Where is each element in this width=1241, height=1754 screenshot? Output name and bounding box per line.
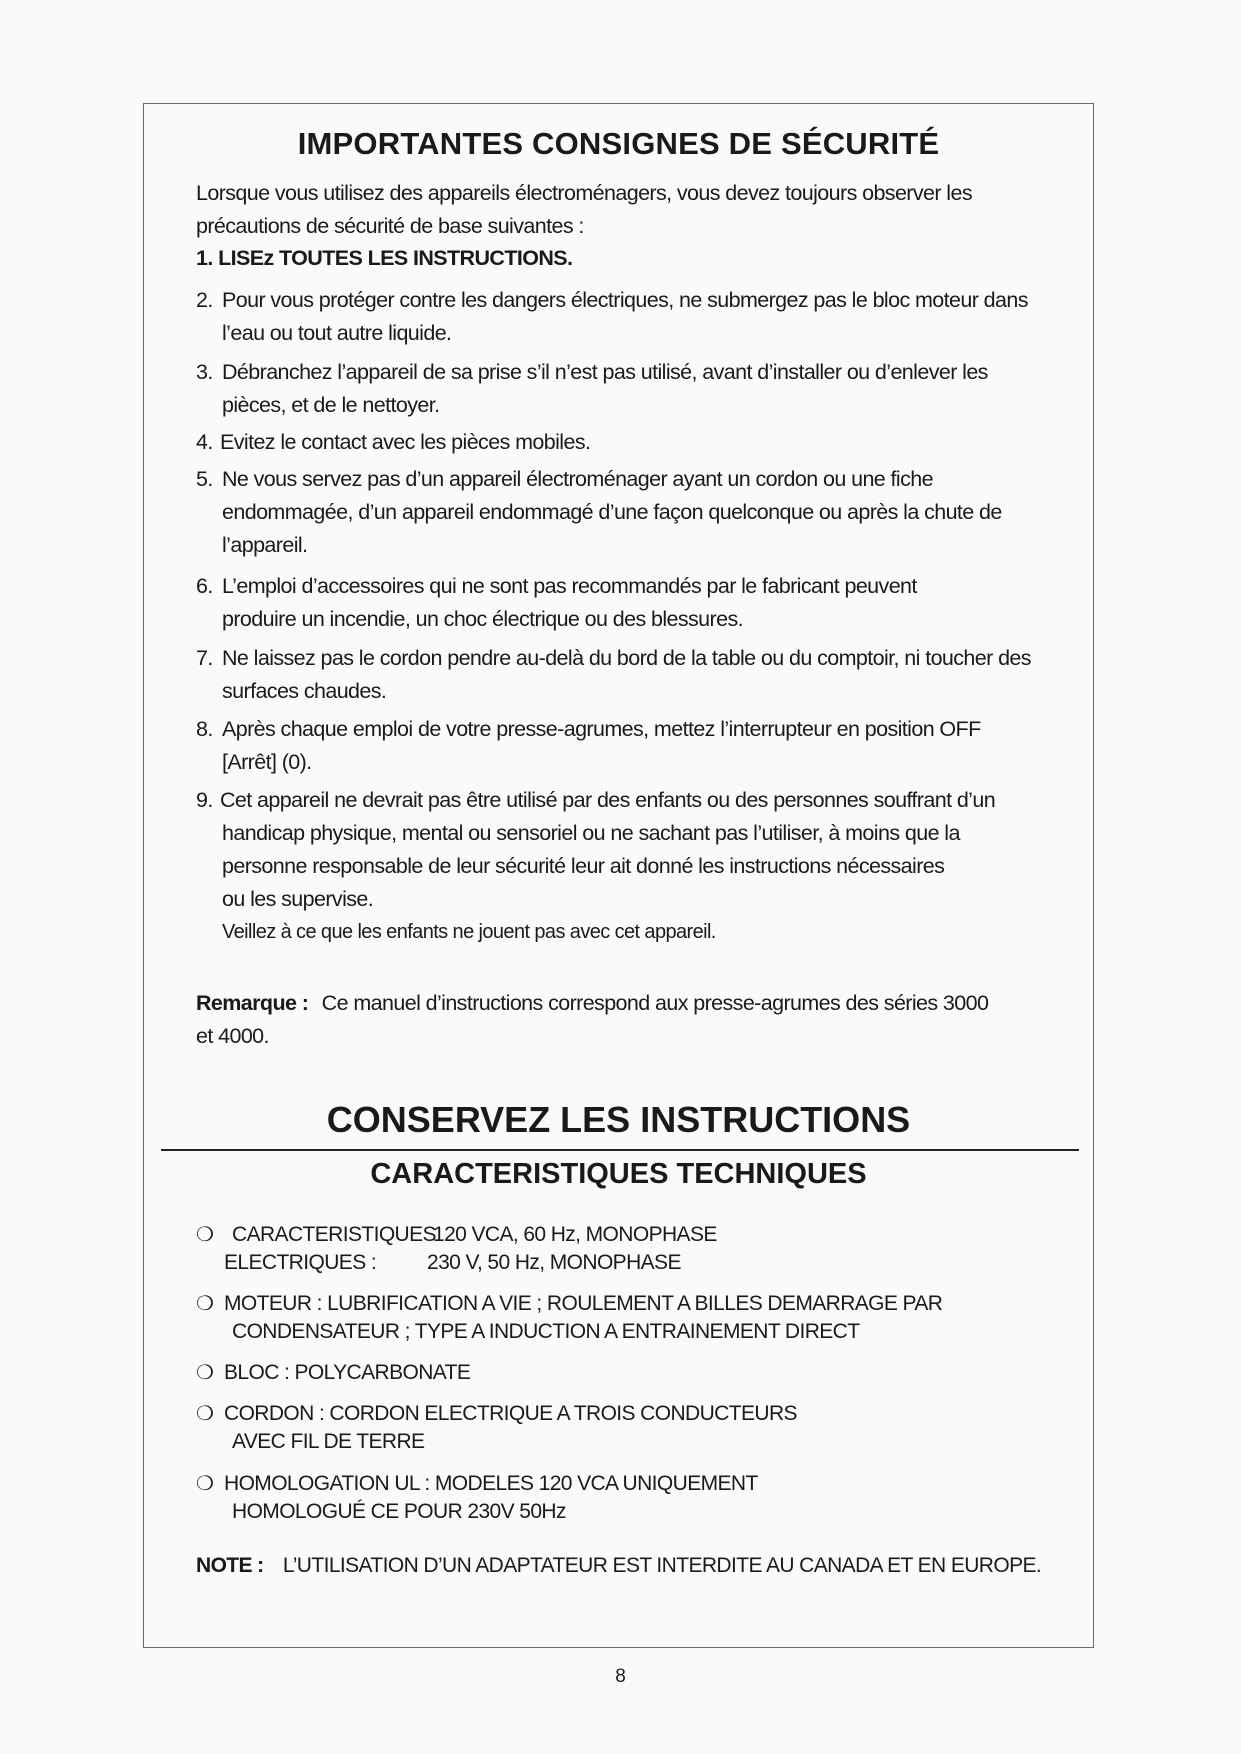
item-line: Après chaque emploi de votre presse-agrumes, mettez l’interrupteur en position OFF: [222, 717, 981, 741]
save-instructions-title: CONSERVEZ LES INSTRUCTIONS: [326, 1099, 911, 1140]
specs-title: CARACTERISTIQUES TECHNIQUES: [370, 1158, 867, 1190]
spec-line: BLOC : POLYCARBONATE: [224, 1361, 471, 1384]
safety-item-1: [196, 242, 1093, 275]
safety-item-9: [196, 784, 1093, 948]
safety-title: IMPORTANTES CONSIGNES DE SÉCURITÉ: [297, 126, 940, 161]
spec-line: CORDON : CORDON ELECTRIQUE A TROIS CONDUCTEURS: [224, 1402, 797, 1425]
safety-item-8: [196, 713, 1093, 779]
spec-line: MOTEUR : LUBRIFICATION A VIE ; ROULEMENT A BILLES DEMARRAGE PAR: [224, 1292, 943, 1315]
spec-electrical: [196, 1221, 1093, 1277]
item-text: LISEz TOUTES LES INSTRUCTIONS.: [218, 246, 573, 270]
item-line: L’emploi d’accessoires qui ne sont pas recommandés par le fabricant peuvent: [222, 574, 917, 598]
circle-bullet-icon: ❍: [196, 1473, 214, 1495]
item-number: 2.: [196, 288, 213, 312]
circle-bullet-icon: ❍: [196, 1403, 214, 1425]
note-text: L’UTILISATION D’UN ADAPTATEUR EST INTERDITE AU CANADA ET EN EUROPE.: [282, 1554, 1042, 1577]
page-number: 8: [615, 1666, 626, 1687]
safety-item-5: [196, 463, 1093, 562]
divider: [161, 1149, 1079, 1151]
spec-homologation: [196, 1470, 1093, 1526]
item-line: Cet appareil ne devrait pas être utilisé par des enfants ou des personnes souffrant d’un: [220, 788, 996, 812]
note: [196, 1554, 1041, 1578]
note-label: NOTE :: [196, 1554, 264, 1577]
item-line: surfaces chaudes.: [222, 679, 387, 703]
item-number: 4.: [196, 430, 213, 454]
item-line: l’appareil.: [222, 533, 308, 557]
spec-label: CARACTERISTIQUES: [232, 1223, 436, 1246]
intro-line-2: précautions de sécurité de base suivantes :: [196, 214, 584, 238]
item-line: pièces, et de le nettoyer.: [222, 393, 440, 417]
safety-item-6: [196, 570, 1093, 636]
safety-intro: [196, 177, 1093, 243]
remark: [196, 987, 1093, 1053]
spec-line: AVEC FIL DE TERRE: [232, 1430, 425, 1453]
safety-item-4: [196, 426, 1093, 459]
spec-label: ELECTRIQUES :: [224, 1251, 377, 1274]
safety-item-7: [196, 642, 1093, 708]
circle-bullet-icon: ❍: [196, 1362, 214, 1384]
item-line: personne responsable de leur sécurité leur ait donné les instructions nécessaires: [222, 854, 945, 878]
item-line: endommagée, d’un appareil endommagé d’une façon quelconque ou après la chute de: [222, 500, 1002, 524]
item-line: Débranchez l’appareil de sa prise s’il n’est pas utilisé, avant d’installer ou d’enlever les: [222, 360, 988, 384]
item-line: Ne vous servez pas d’un appareil électroménager ayant un cordon ou une fiche: [222, 467, 933, 491]
safety-item-3: [196, 356, 1093, 422]
safety-item-2: [196, 284, 1093, 350]
item-number: 9.: [196, 788, 213, 812]
spec-line: CONDENSATEUR ; TYPE A INDUCTION A ENTRAINEMENT DIRECT: [232, 1320, 860, 1343]
item-number: 5.: [196, 467, 213, 491]
item-number: 6.: [196, 574, 213, 598]
item-number: 3.: [196, 360, 213, 384]
circle-bullet-icon: ❍: [196, 1293, 214, 1315]
item-line: ou les supervise.: [222, 887, 374, 911]
page-frame: [143, 103, 1094, 1648]
spec-bloc: [196, 1359, 1093, 1387]
item-line: Pour vous protéger contre les dangers électriques, ne submergez pas le bloc moteur dans: [222, 288, 1028, 312]
item-line: produire un incendie, un choc électrique ou des blessures.: [222, 607, 743, 631]
intro-line-1: Lorsque vous utilisez des appareils électroménagers, vous devez toujours observer les: [196, 181, 972, 205]
item-number: 7.: [196, 646, 213, 670]
remark-label: Remarque :: [196, 991, 309, 1015]
circle-bullet-icon: ❍: [196, 1224, 214, 1246]
spec-motor: [196, 1290, 1093, 1346]
item-number: 8.: [196, 717, 213, 741]
spec-line: HOMOLOGATION UL : MODELES 120 VCA UNIQUEMENT: [224, 1472, 758, 1495]
spec-value: 120 VCA, 60 Hz, MONOPHASE: [433, 1223, 717, 1246]
remark-text: Ce manuel d’instructions correspond aux presse-agrumes des séries 3000: [321, 991, 989, 1015]
spec-cordon: [196, 1400, 1093, 1456]
item-line: Veillez à ce que les enfants ne jouent pas avec cet appareil.: [222, 921, 716, 943]
remark-text-2: et 4000.: [196, 1024, 269, 1048]
spec-value: 230 V, 50 Hz, MONOPHASE: [427, 1251, 681, 1274]
item-line: Evitez le contact avec les pièces mobiles.: [220, 430, 591, 454]
item-line: l’eau ou tout autre liquide.: [222, 321, 452, 345]
item-line: handicap physique, mental ou sensoriel ou ne sachant pas l’utiliser, à moins que la: [222, 821, 960, 845]
item-number: 1.: [196, 246, 213, 270]
item-line: Ne laissez pas le cordon pendre au-delà du bord de la table ou du comptoir, ni toucher des: [222, 646, 1031, 670]
spec-line: HOMOLOGUÉ CE POUR 230V 50Hz: [232, 1500, 566, 1523]
item-line: [Arrêt] (0).: [222, 750, 312, 774]
